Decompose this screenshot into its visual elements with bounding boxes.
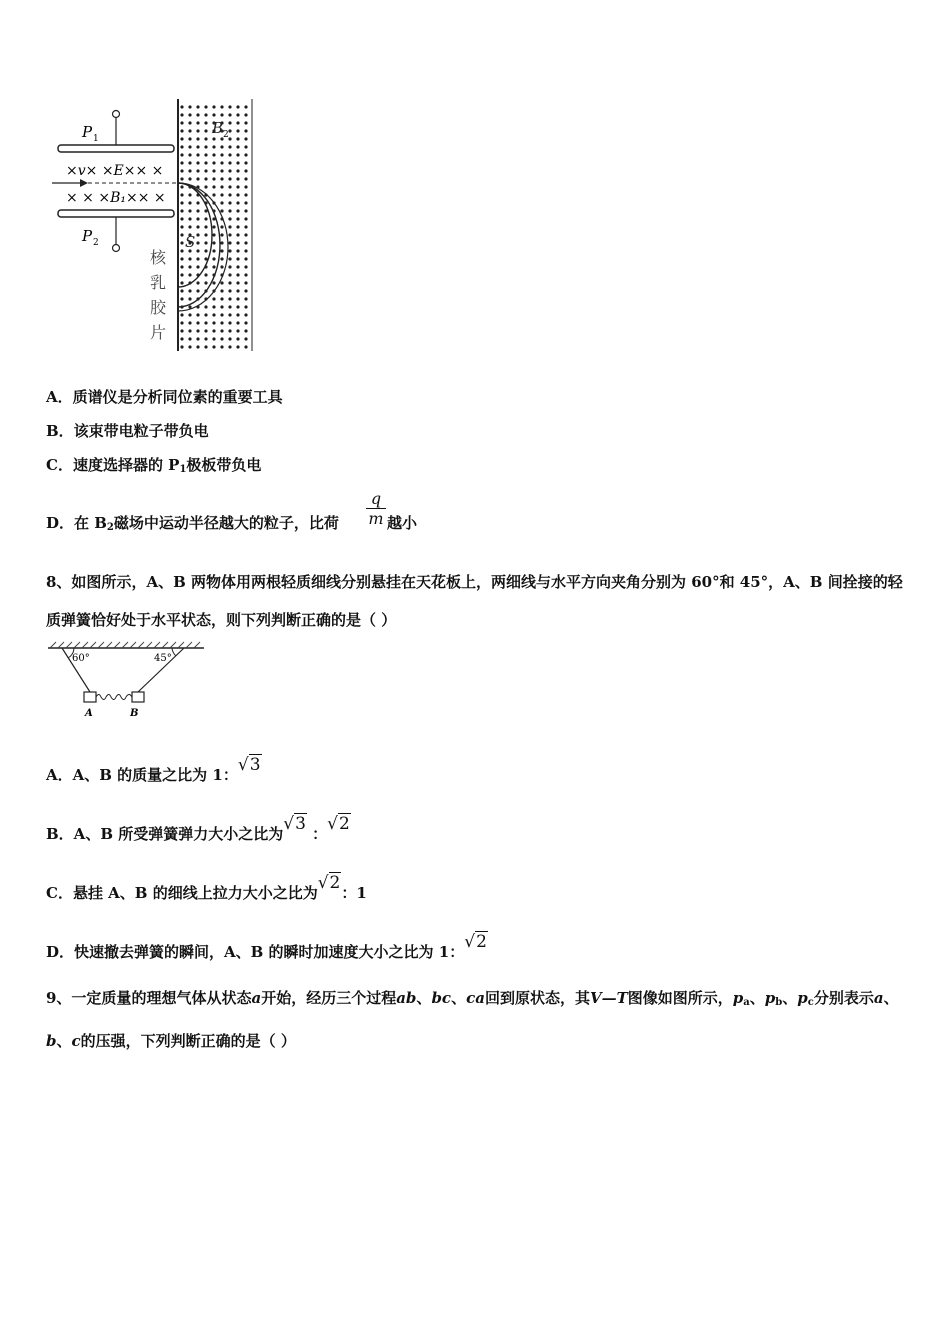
label-p2-sub: 2 bbox=[93, 238, 99, 248]
q8-stem: 8、如图所示，A、B 两物体用两根轻质细线分别悬挂在天花板上，两细线与水平方向夹角分别为 60°和 45°，A、B 间拴接的轻质弹簧恰好处于水平状态，则下列判断正确的是（ ） bbox=[46, 573, 903, 629]
sqrt-2: √2 bbox=[464, 932, 487, 952]
label-s: S bbox=[185, 233, 196, 251]
q8-option-a: A．A、B 的质量之比为 1：√3 bbox=[46, 755, 261, 784]
mass-spectrometer-figure bbox=[50, 95, 260, 355]
sqrt-2: √2 bbox=[327, 814, 350, 834]
q7-option-d-end: 越小 bbox=[387, 514, 418, 532]
label-p1-sub: 1 bbox=[93, 134, 99, 144]
q7-option-b: B．该束带电粒子带负电 bbox=[46, 422, 209, 440]
q8-option-d: D．快速撤去弹簧的瞬间，A、B 的瞬时加速度大小之比为 1：√2 bbox=[46, 932, 487, 961]
charge-mass-fraction: $\frac{q}{m}$ bbox=[366, 489, 386, 528]
q8-option-c: C．悬挂 A、B 的细线上拉力大小之比为√2：1 bbox=[46, 873, 367, 902]
sqrt-3: √3 bbox=[283, 814, 306, 834]
hanging-masses-figure bbox=[44, 640, 209, 722]
label-b2: B bbox=[212, 119, 224, 137]
q8-option-b: B．A、B 所受弹簧弹力大小之比为√3 ：√2 bbox=[46, 814, 350, 843]
q7-option-d: D．在 $B_2$磁场中运动半径越大的粒子，比荷 bbox=[46, 514, 339, 533]
mass-b-label: B bbox=[130, 708, 139, 719]
angle-45-label: 45° bbox=[154, 653, 172, 664]
film-char-2: 乳 bbox=[150, 273, 167, 292]
label-b2-sub: 2 bbox=[223, 130, 229, 140]
mass-a-label: A bbox=[85, 708, 93, 719]
label-row-e: ×v× ×E×× × bbox=[66, 163, 164, 179]
sqrt-3: √3 bbox=[237, 755, 261, 775]
label-p1: P bbox=[82, 123, 93, 141]
q9-stem: 9、一定质量的理想气体从状态a开始，经历三个过程ab、bc、ca回到原状态，其V—T图像如图所示，$p_a$、$p_b$、$p_c$分别表示a、b、c的压强，下列判断正确的是（ ） bbox=[46, 989, 899, 1050]
film-char-3: 胶 bbox=[150, 298, 167, 317]
sqrt-2: √2 bbox=[317, 873, 341, 893]
angle-60-label: 60° bbox=[72, 653, 90, 664]
label-p2: P bbox=[82, 227, 93, 245]
q7-option-a: A．质谱仪是分析同位素的重要工具 bbox=[46, 388, 283, 406]
q7-option-c: C．速度选择器的 $P_1$极板带负电 bbox=[46, 456, 262, 475]
film-char-4: 片 bbox=[150, 323, 167, 342]
label-row-b1: × × ×B₁×× × bbox=[66, 190, 166, 206]
film-char-1: 核 bbox=[150, 248, 167, 267]
